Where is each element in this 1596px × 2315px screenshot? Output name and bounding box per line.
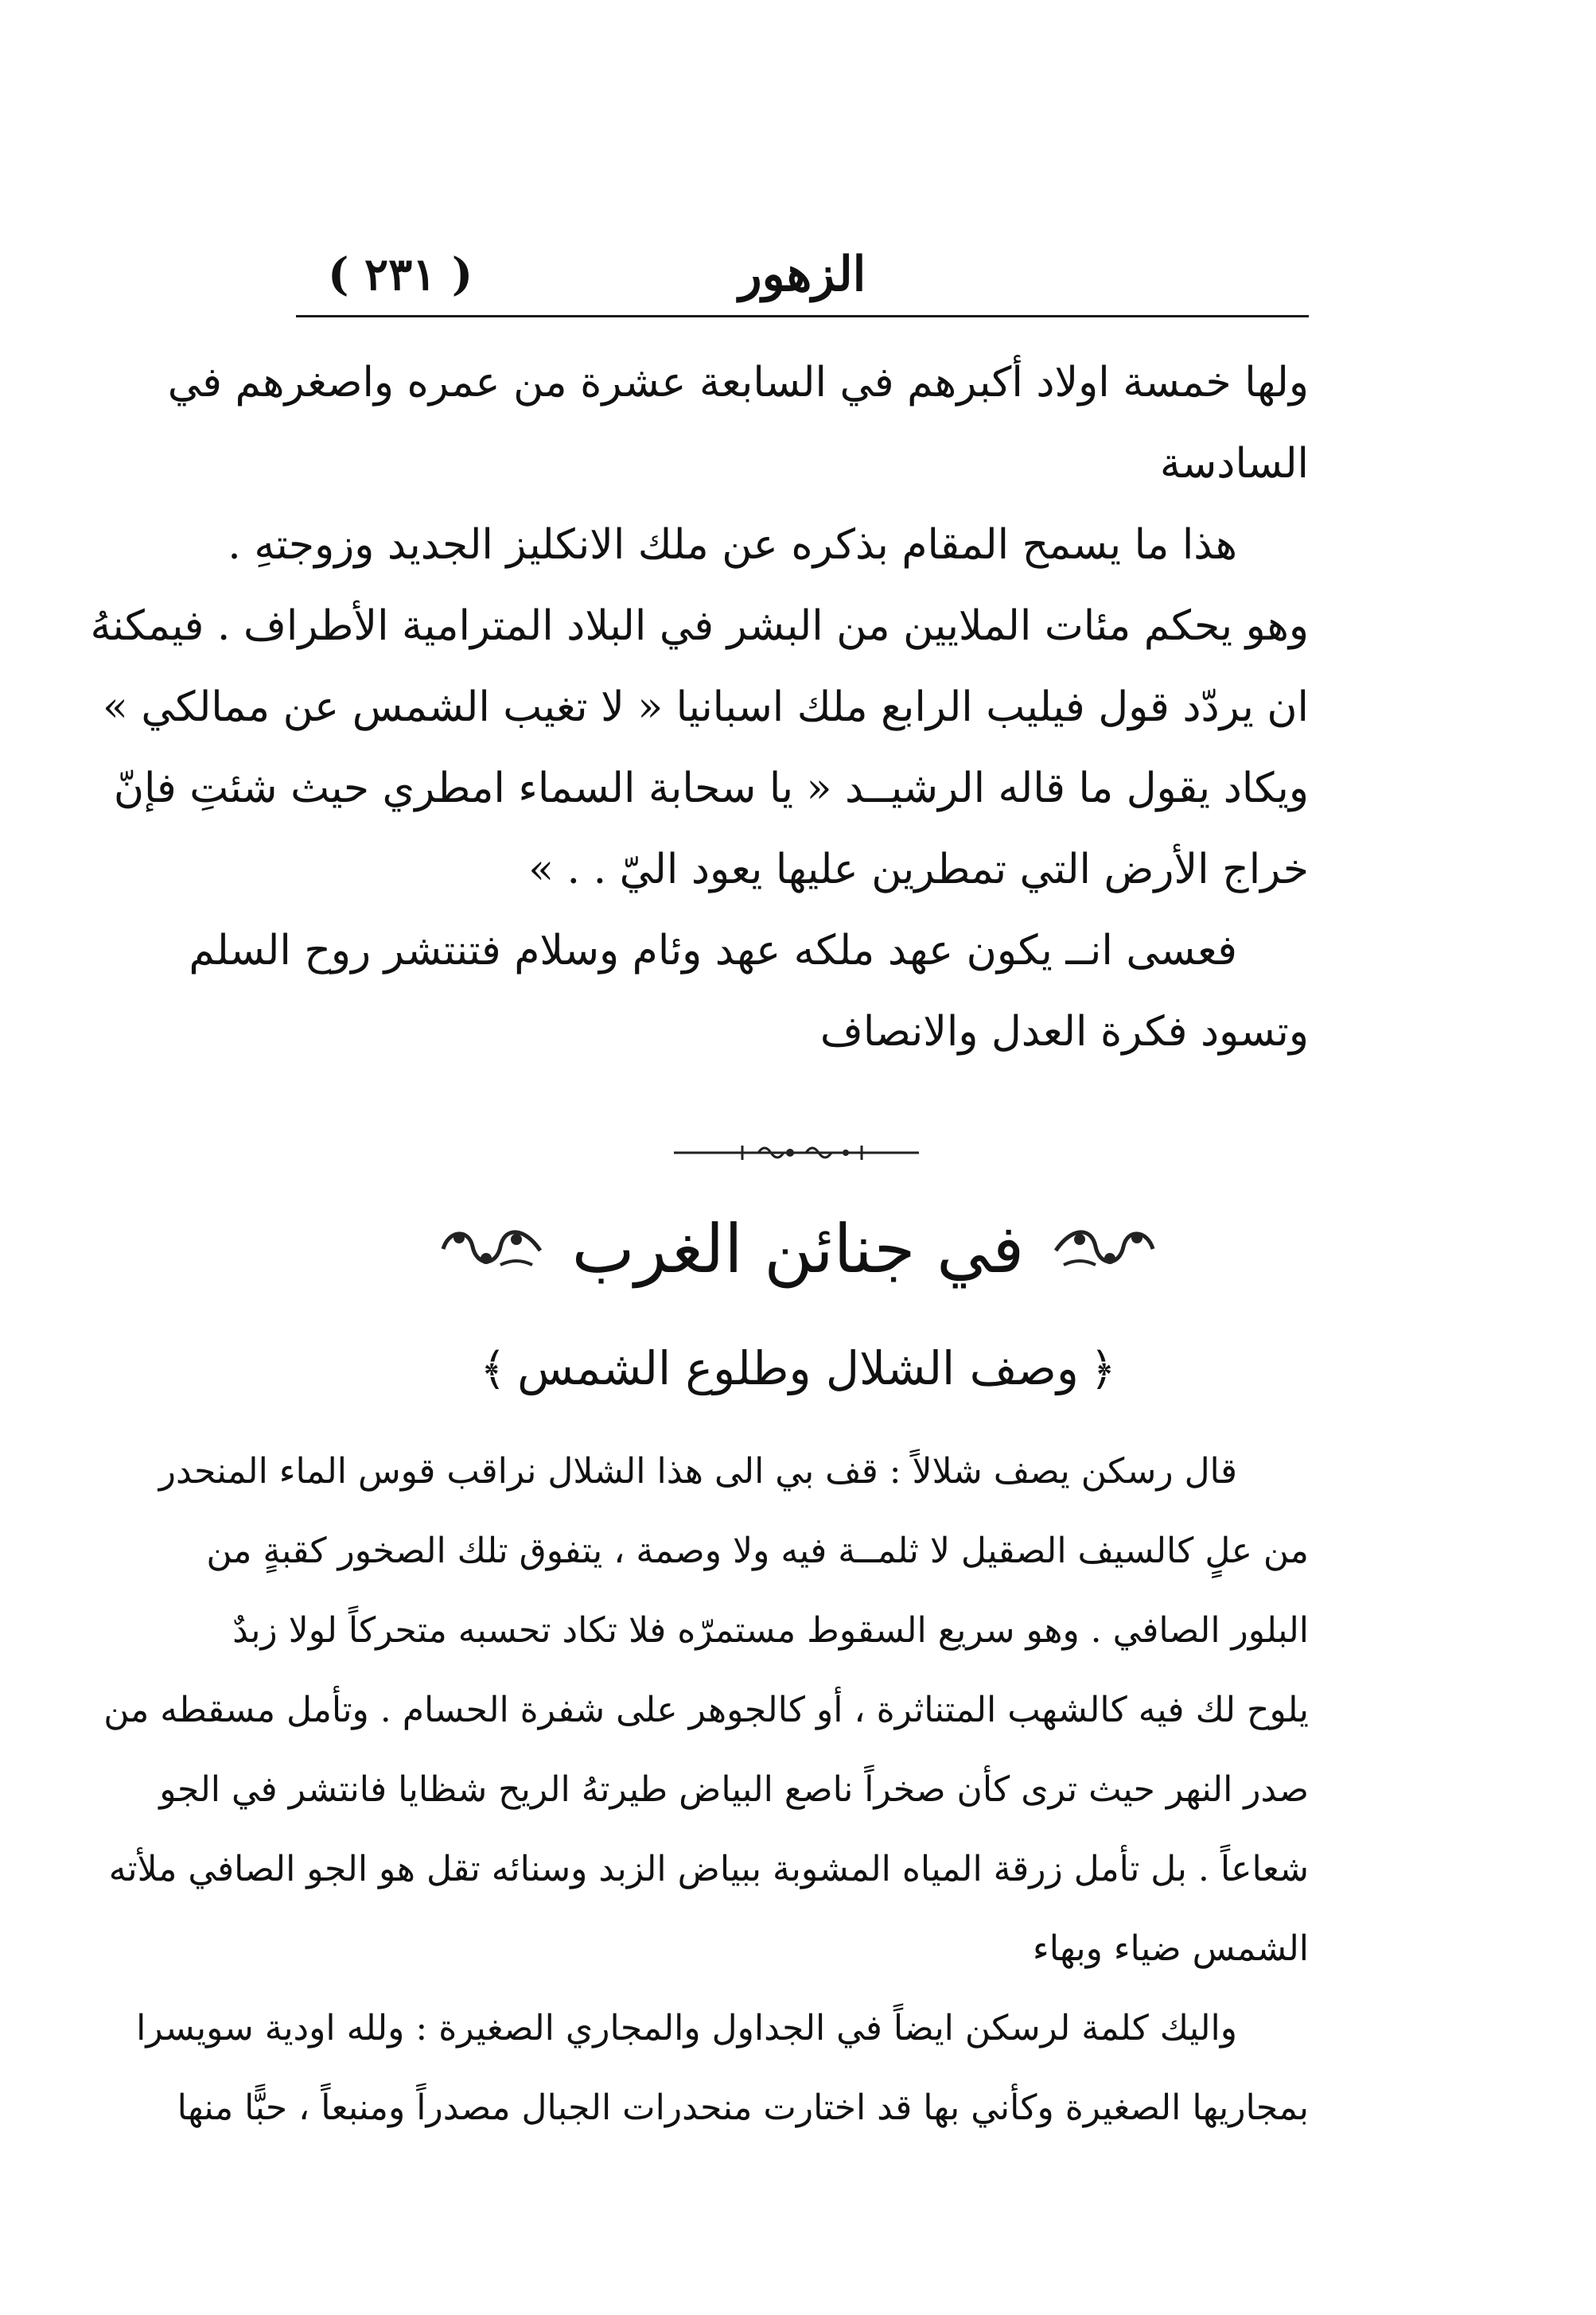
text-line: صدر النهر حيث ترى كأن صخراً ناصع البياض طيرتهُ الريح شظايا فانتشر في الجو [159,1769,1309,1810]
text-line: يلوح لك فيه كالشهب المتناثرة ، أو كالجوهر على شفرة الحسام . وتأمل مسقطه من [103,1690,1309,1730]
text-line: الشمس ضياء وبهاء [1033,1928,1309,1969]
section-title: في جنائن الغرب [571,1210,1025,1288]
subtitle-text: وصف الشلال وطلوع الشمس [517,1341,1079,1395]
text-line: خراج الأرض التي تمطرين عليها يعود اليّ . . » [528,846,1309,893]
subtitle-bracket-open: ﴿ [1089,1344,1116,1395]
text-line: ان يردّد قول فيليب الرابع ملك اسبانيا « لا تغيب الشمس عن ممالكي » [103,683,1309,731]
divider-ornament [671,1142,922,1163]
text-line: ويكاد يقول ما قاله الرشيــد « يا سحابة السماء امطري حيث شئتِ فإنّ [113,765,1309,812]
text-line: وتسود فكرة العدل والانصاف [819,1008,1309,1056]
section-heading [446,1193,1150,1305]
running-title: الزهور [738,247,866,302]
text-line: من علٍ كالسيف الصقيل لا ثلمــة فيه ولا وصمة ، يتفوق تلك الصخور كقبةٍ من [206,1531,1309,1571]
page-number: ( ٢٣١ ) [328,248,473,301]
top-text-block [90,342,1309,1072]
section-subtitle [446,1329,1150,1408]
subtitle-bracket-close: ﴾ [480,1344,507,1395]
text-line: بمجاريها الصغيرة وكأني بها قد اختارت منحدرات الجبال مصدراً ومنبعاً ، حبًّا منها [177,2087,1309,2128]
text-line: البلور الصافي . وهو سريع السقوط مستمرّه فلا تكاد تحسبه متحركاً لولا زبدٌ [232,1610,1309,1651]
text-line: شعاعاً . بل تأمل زرقة المياه المشوبة ببياض الزبد وسنائه تقل هو الجو الصافي ملأته [108,1849,1309,1889]
body-text-block [103,1432,1309,2148]
text-line: ولها خمسة اولاد أكبرهم في السابعة عشرة من عمره واصغرهم في [167,359,1309,407]
text-line: واليك كلمة لرسكن ايضاً في الجداول والمجاري الصغيرة : ولله اودية سويسرا [136,2008,1237,2048]
text-line: السادسة [1159,440,1309,488]
text-line: وهو يحكم مئات الملايين من البشر في البلاد المترامية الأطراف . فيمكنهُ [90,602,1309,650]
flourish-ornament-icon [1048,1219,1159,1279]
page-header [296,235,1309,317]
text-line: فعسى انــ يكون عهد ملكه عهد وئام وسلام فتنتشر روح السلم [189,927,1237,975]
text-line: هذا ما يسمح المقام بذكره عن ملك الانكليز الجديد وزوجتهِ . [228,521,1237,569]
flourish-ornament-icon [437,1219,548,1279]
text-line: قال رسكن يصف شلالاً : قف بي الى هذا الشلال نراقب قوس الماء المنحدر [158,1451,1237,1492]
